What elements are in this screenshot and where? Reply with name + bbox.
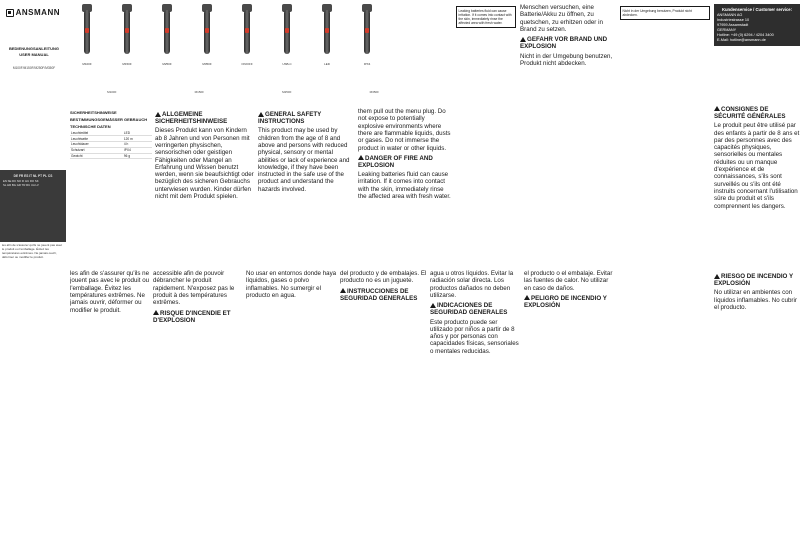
flashlight-illustration — [312, 4, 342, 84]
spec-key: Leuchtdauer — [70, 142, 123, 148]
strip-caption: M350F — [369, 90, 379, 94]
language-box-head: DE FR ES IT NL PT PL CS — [13, 174, 53, 178]
body-text: them pull out the menu plug. Do not expose to potentially explosive environments where there are flammable liquids, dusts or gases. Do not immerse the product in water or other liquids. — [358, 108, 451, 152]
torch-button-icon — [85, 28, 89, 33]
torch-button-icon — [325, 28, 329, 33]
address-line: Hotline: +49 (0) 6294 / 4204 3400 — [717, 33, 774, 38]
section-heading — [520, 36, 616, 50]
heading-text: GEFAHR VOR BRAND UND EXPLOSION — [520, 36, 608, 51]
spec-key: Leuchtweite — [70, 136, 123, 142]
warning-triangle-icon — [430, 303, 436, 308]
heading-text: PELIGRO DE INCENDIO Y EXPLOSIÓN — [524, 294, 607, 310]
heading-text: ALLGEMEINE SICHERHEITSHINWEISE — [155, 111, 228, 126]
heading-text: CONSIGNES DE SÉCURITÉ GÉNÉRALES — [714, 105, 786, 121]
flashlight-illustration — [112, 4, 142, 84]
tool-label: IPX4 — [363, 62, 371, 66]
flashlight-illustration — [272, 4, 302, 84]
row2-col1-text: les afin de s'assurer qu'ils ne jouent pas avec le produit ou l'emballage. Évitez les températures extrêmes. Ne jamais ouvrir, déformer ou modifier le produit. — [2, 244, 63, 259]
column-4 — [358, 108, 452, 268]
strip-captions — [68, 90, 418, 94]
warning-triangle-icon — [155, 112, 161, 117]
section-heading — [358, 155, 452, 169]
body-text: Menschen versuchen, eine Batterie/Akku zu öffnen, zu quetschen, zu erhitzen oder in Brand zu setzen. — [520, 4, 603, 33]
column-5 — [520, 4, 616, 114]
section-heading — [714, 273, 800, 287]
warning-text: Leaking batteries fluid can cause irritation. If it comes into contact with the skin, immediately rinse the affected area with fresh water. — [458, 8, 512, 26]
body-text: Nicht in der Umgebung benutzen, Produkt nicht abdecken. — [520, 52, 613, 67]
tool-label: USB-C — [282, 62, 292, 66]
body-text: This product may be used by children from the age of 8 and above and persons with reduced physical, sensory or mental abilities or lack of experience and knowledge, if they have been instructed in the safe use of the product and understand the hazards involved. — [258, 127, 350, 193]
tool-label: ON/OFF — [241, 62, 253, 66]
flashlight-illustration — [192, 4, 222, 84]
torch-button-icon — [165, 28, 169, 33]
spec-value: 4 h — [123, 142, 152, 148]
body-text: Dieses Produkt kann von Kindern ab 8 Jahren und von Personen mit verringerten physischen, sensorischen oder geistigen Fähigkeiten oder Mangel an Erfahrung und Wissen benutzt werden, wenn sie beaufsichtigt oder bezüglich des sicheren Gebrauchs unterwiesen wurden. Kinder dürfen nicht mit dem Produkt spielen. — [155, 127, 254, 201]
warning-triangle-icon — [153, 310, 159, 315]
table-row — [70, 153, 152, 159]
strip-caption: M150F — [194, 90, 204, 94]
row2-column-3 — [246, 270, 338, 532]
section-heading — [258, 111, 354, 125]
strip-caption: M250F — [282, 90, 292, 94]
column-small-a — [456, 4, 516, 264]
warning-triangle-icon — [524, 295, 530, 300]
torch-button-icon — [285, 28, 289, 33]
warning-triangle-icon — [520, 37, 526, 42]
body-text: agua u otros líquidos. Evitar la radiación solar directa. Los productos dañados no deben utilizarse. — [430, 270, 514, 299]
heading-text: INSTRUCCIONES DE SEGURIDAD GENERALES — [340, 287, 418, 302]
spec-value: 96 g — [123, 153, 152, 159]
column-2 — [155, 108, 255, 268]
product-strip — [68, 0, 418, 105]
heading-text: RIESGO DE INCENDIO Y EXPLOSIÓN — [714, 273, 793, 288]
customer-service-heading: Kundenservice / Customer service: — [721, 7, 793, 12]
body-text: les afin de s'assurer qu'ils ne jouent pas avec le produit ou l'emballage. Évitez les températures extrêmes. Ne jamais ouvrir, déformer ou modifier le produit. — [70, 270, 150, 314]
section-heading — [430, 302, 520, 316]
tool-label: M250F — [162, 62, 172, 66]
spec-value: IPX4 — [123, 147, 152, 153]
spec-key: Gewicht — [70, 153, 123, 159]
tool-label: M350F — [202, 62, 212, 66]
flashlight-illustration — [352, 4, 382, 84]
row2-column-2 — [153, 270, 243, 532]
tool-label: LED — [324, 62, 330, 66]
body-text: Leaking batteries fluid can cause irritation. If it comes into contact with the skin, immediately rinse the affected area with fresh water. — [358, 171, 451, 201]
warning-triangle-icon — [258, 112, 264, 117]
torch-button-icon — [245, 28, 249, 33]
section-heading — [714, 106, 800, 120]
warning-box — [456, 6, 516, 28]
flashlight-illustration — [72, 4, 102, 84]
flashlight-illustration — [152, 4, 182, 84]
brand-name: ANSMANN — [15, 8, 60, 17]
spec-key: Leuchtmittel — [70, 131, 123, 136]
address-line: 97959 Assamstadt — [717, 23, 749, 28]
cover-title — [4, 46, 64, 57]
language-box — [0, 170, 66, 242]
section-heading — [340, 288, 428, 302]
warning-triangle-icon — [714, 274, 720, 279]
cover-panel — [0, 0, 66, 170]
body-text: del producto y de embalajes. El producto no es un juguete. — [340, 270, 427, 285]
row2-column-4 — [340, 270, 428, 532]
language-line: EN SE DK NO FI HU RO SK — [3, 179, 39, 184]
brand-logo — [6, 8, 60, 17]
torch-button-icon — [125, 28, 129, 33]
address-line: GERMANY — [717, 28, 737, 33]
warning-triangle-icon — [358, 155, 364, 160]
cover-title-en: USER MANUAL — [19, 51, 49, 57]
spec-value: 120 m — [123, 136, 152, 142]
warning-box — [620, 6, 710, 20]
row2-column-1 — [70, 270, 150, 532]
row2-column-6 — [524, 270, 616, 532]
body-text: Este producto puede ser utilizado por niños a partir de 8 años y por personas con capacidades físicas, sensoriales o mentales reducidas. — [430, 318, 519, 355]
section-heading — [155, 111, 255, 125]
body-text: accessible afin de pouvoir débrancher le produit rapidement. N'exposez pas le produit à des températures extrêmes. — [153, 270, 235, 307]
warning-text: Nicht in der Umgebung benutzen, Produkt nicht abdecken. — [622, 8, 692, 17]
heading-text: RISQUE D'INCENDIE ET D'EXPLOSION — [153, 309, 231, 324]
row2-column-7 — [714, 270, 800, 532]
section-heading: SICHERHEITSHINWEISE — [70, 110, 117, 115]
heading-text: DANGER OF FIRE AND EXPLOSION — [358, 154, 433, 169]
tool-label: M100F — [82, 62, 92, 66]
column-3 — [258, 108, 354, 268]
column-small-b — [620, 4, 710, 164]
cover-title-de: BEDIENUNGSANLEITUNG — [8, 46, 59, 51]
strip-caption: M100F — [107, 90, 117, 94]
section-heading — [524, 295, 616, 309]
body-text: No usar en entornos donde haya líquidos, gases o polvo inflamables. No sumergir el producto en agua. — [246, 270, 337, 299]
brand-mark-icon — [6, 9, 14, 17]
torch-button-icon — [205, 28, 209, 33]
body-text: No utilizar en ambientes con líquidos inflamables. No cubrir el producto. — [714, 289, 797, 311]
spec-table — [70, 131, 152, 160]
column-6 — [714, 4, 800, 264]
heading-text: GENERAL SAFETY INSTRUCTIONS — [258, 111, 322, 126]
section-heading — [153, 310, 243, 324]
spec-key: Schutzart — [70, 147, 123, 153]
spec-value: LED — [123, 131, 152, 136]
flashlight-illustration — [232, 4, 262, 84]
heading-text: INDICACIONES DE SEGURIDAD GENERALES — [430, 302, 508, 317]
address-line: Industriestrasse 10 — [717, 18, 750, 23]
torch-button-icon — [365, 28, 369, 33]
column-1 — [70, 108, 152, 248]
address-line: E-Mail: hotline@ansmann.de — [717, 38, 766, 43]
warning-triangle-icon — [340, 288, 346, 293]
row2-column-5 — [430, 270, 520, 532]
address-line: ANSMANN AG — [717, 13, 743, 18]
tool-label: M150F — [122, 62, 132, 66]
warning-triangle-icon — [714, 106, 720, 111]
cover-model: M100F/M150F/M250F/M350F — [12, 66, 56, 70]
cover-body-text — [2, 244, 64, 534]
body-text: Le produit peut être utilisé par des enfants à partir de 8 ans et par des personnes avec des capacités physiques, sensorielles ou mentales réduites ou un manque d'expérience et de connaissances, s'ils sont surveillés ou s'ils ont été instruits concernant l'utilisation sûre du produit et s'ils comprennent les dangers. — [714, 122, 800, 210]
body-text: el producto o el embalaje. Evitar las fuentes de calor. No utilizar en caso de daños. — [524, 270, 613, 292]
section-heading: TECHNISCHE DATEN — [70, 124, 111, 130]
customer-service-box — [714, 4, 800, 46]
cover-column — [0, 0, 66, 535]
language-line: SL HR BG GR TR RU UA LV — [3, 182, 39, 187]
section-heading: BESTIMMUNGSGEMÄSSER GEBRAUCH — [70, 117, 148, 123]
